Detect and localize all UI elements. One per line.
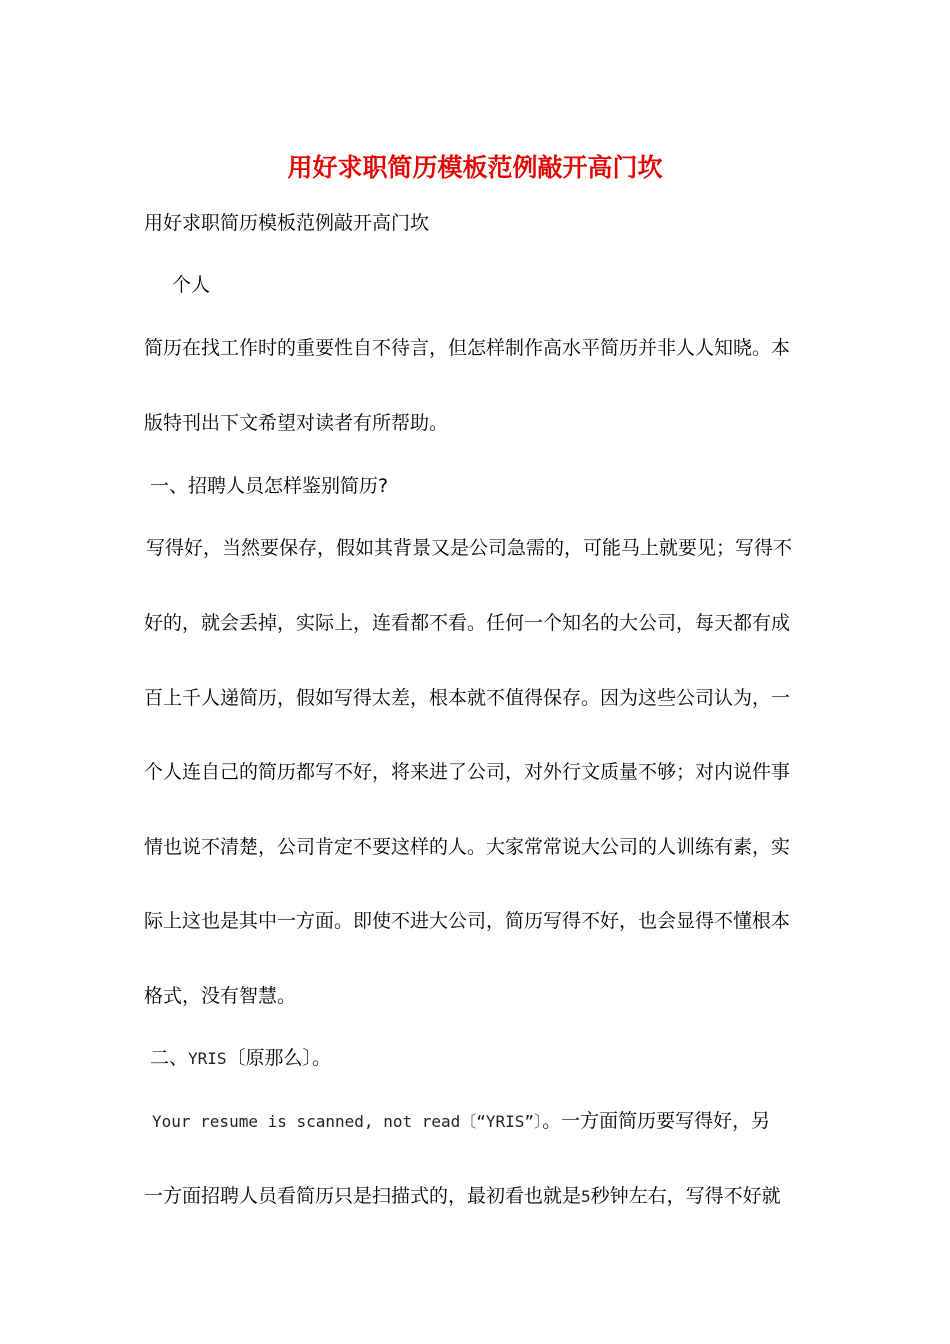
section-2-line-2-b: 秒钟左右，写得不好就 xyxy=(590,1185,781,1207)
section-1-line: 际上这也是其中一方面。即使不进大公司，简历写得不好，也会显得不懂根本 xyxy=(144,910,791,932)
author-line: 个人 xyxy=(172,274,211,296)
section-2-heading xyxy=(150,1044,830,1073)
section-2-heading-code: YRIS xyxy=(188,1049,227,1068)
section-1-line: 个人连自己的简历都写不好，将来进了公司，对外行文质量不够；对内说件事 xyxy=(144,761,791,783)
intro-line-1: 简历在找工作时的重要性自不待言，但怎样制作高水平简历并非人人知晓。本 xyxy=(144,337,791,359)
section-1-line: 写得好，当然要保存，假如其背景又是公司急需的，可能马上就要见；写得不 xyxy=(146,537,793,559)
section-1-line: 好的，就会丢掉，实际上，连看都不看。任何一个知名的大公司，每天都有成 xyxy=(144,612,791,634)
section-2-line-2 xyxy=(144,1182,824,1211)
intro-line-2: 版特刊出下文希望对读者有所帮助。 xyxy=(144,412,449,434)
document-subtitle: 用好求职简历模板范例敲开高门坎 xyxy=(144,212,430,234)
section-1-line: 情也说不清楚，公司肯定不要这样的人。大家常常说大公司的人训练有素，实 xyxy=(144,836,791,858)
section-2-line-1-code: Your resume is scanned, not read〔“YRIS”〕 xyxy=(152,1112,543,1131)
section-2-line-1 xyxy=(152,1107,832,1136)
section-2-line-2-a: 一方面招聘人员看简历只是扫描式的，最初看也就是 xyxy=(144,1185,582,1207)
section-2-heading-suffix: 〔原那么〕。 xyxy=(226,1047,332,1069)
section-2-line-2-num: 5 xyxy=(581,1187,591,1206)
section-1-heading: 一、招聘人员怎样鉴别简历? xyxy=(150,475,389,497)
section-2-heading-prefix: 二、 xyxy=(150,1047,189,1069)
section-1-line: 格式，没有智慧。 xyxy=(144,985,297,1007)
document-title: 用好求职简历模板范例敲开高门坎 xyxy=(287,153,663,182)
section-2-line-1-text: 。一方面简历要写得好，另 xyxy=(542,1110,771,1132)
section-1-line: 百上千人递简历，假如写得太差，根本就不值得保存。因为这些公司认为，一 xyxy=(144,687,791,709)
